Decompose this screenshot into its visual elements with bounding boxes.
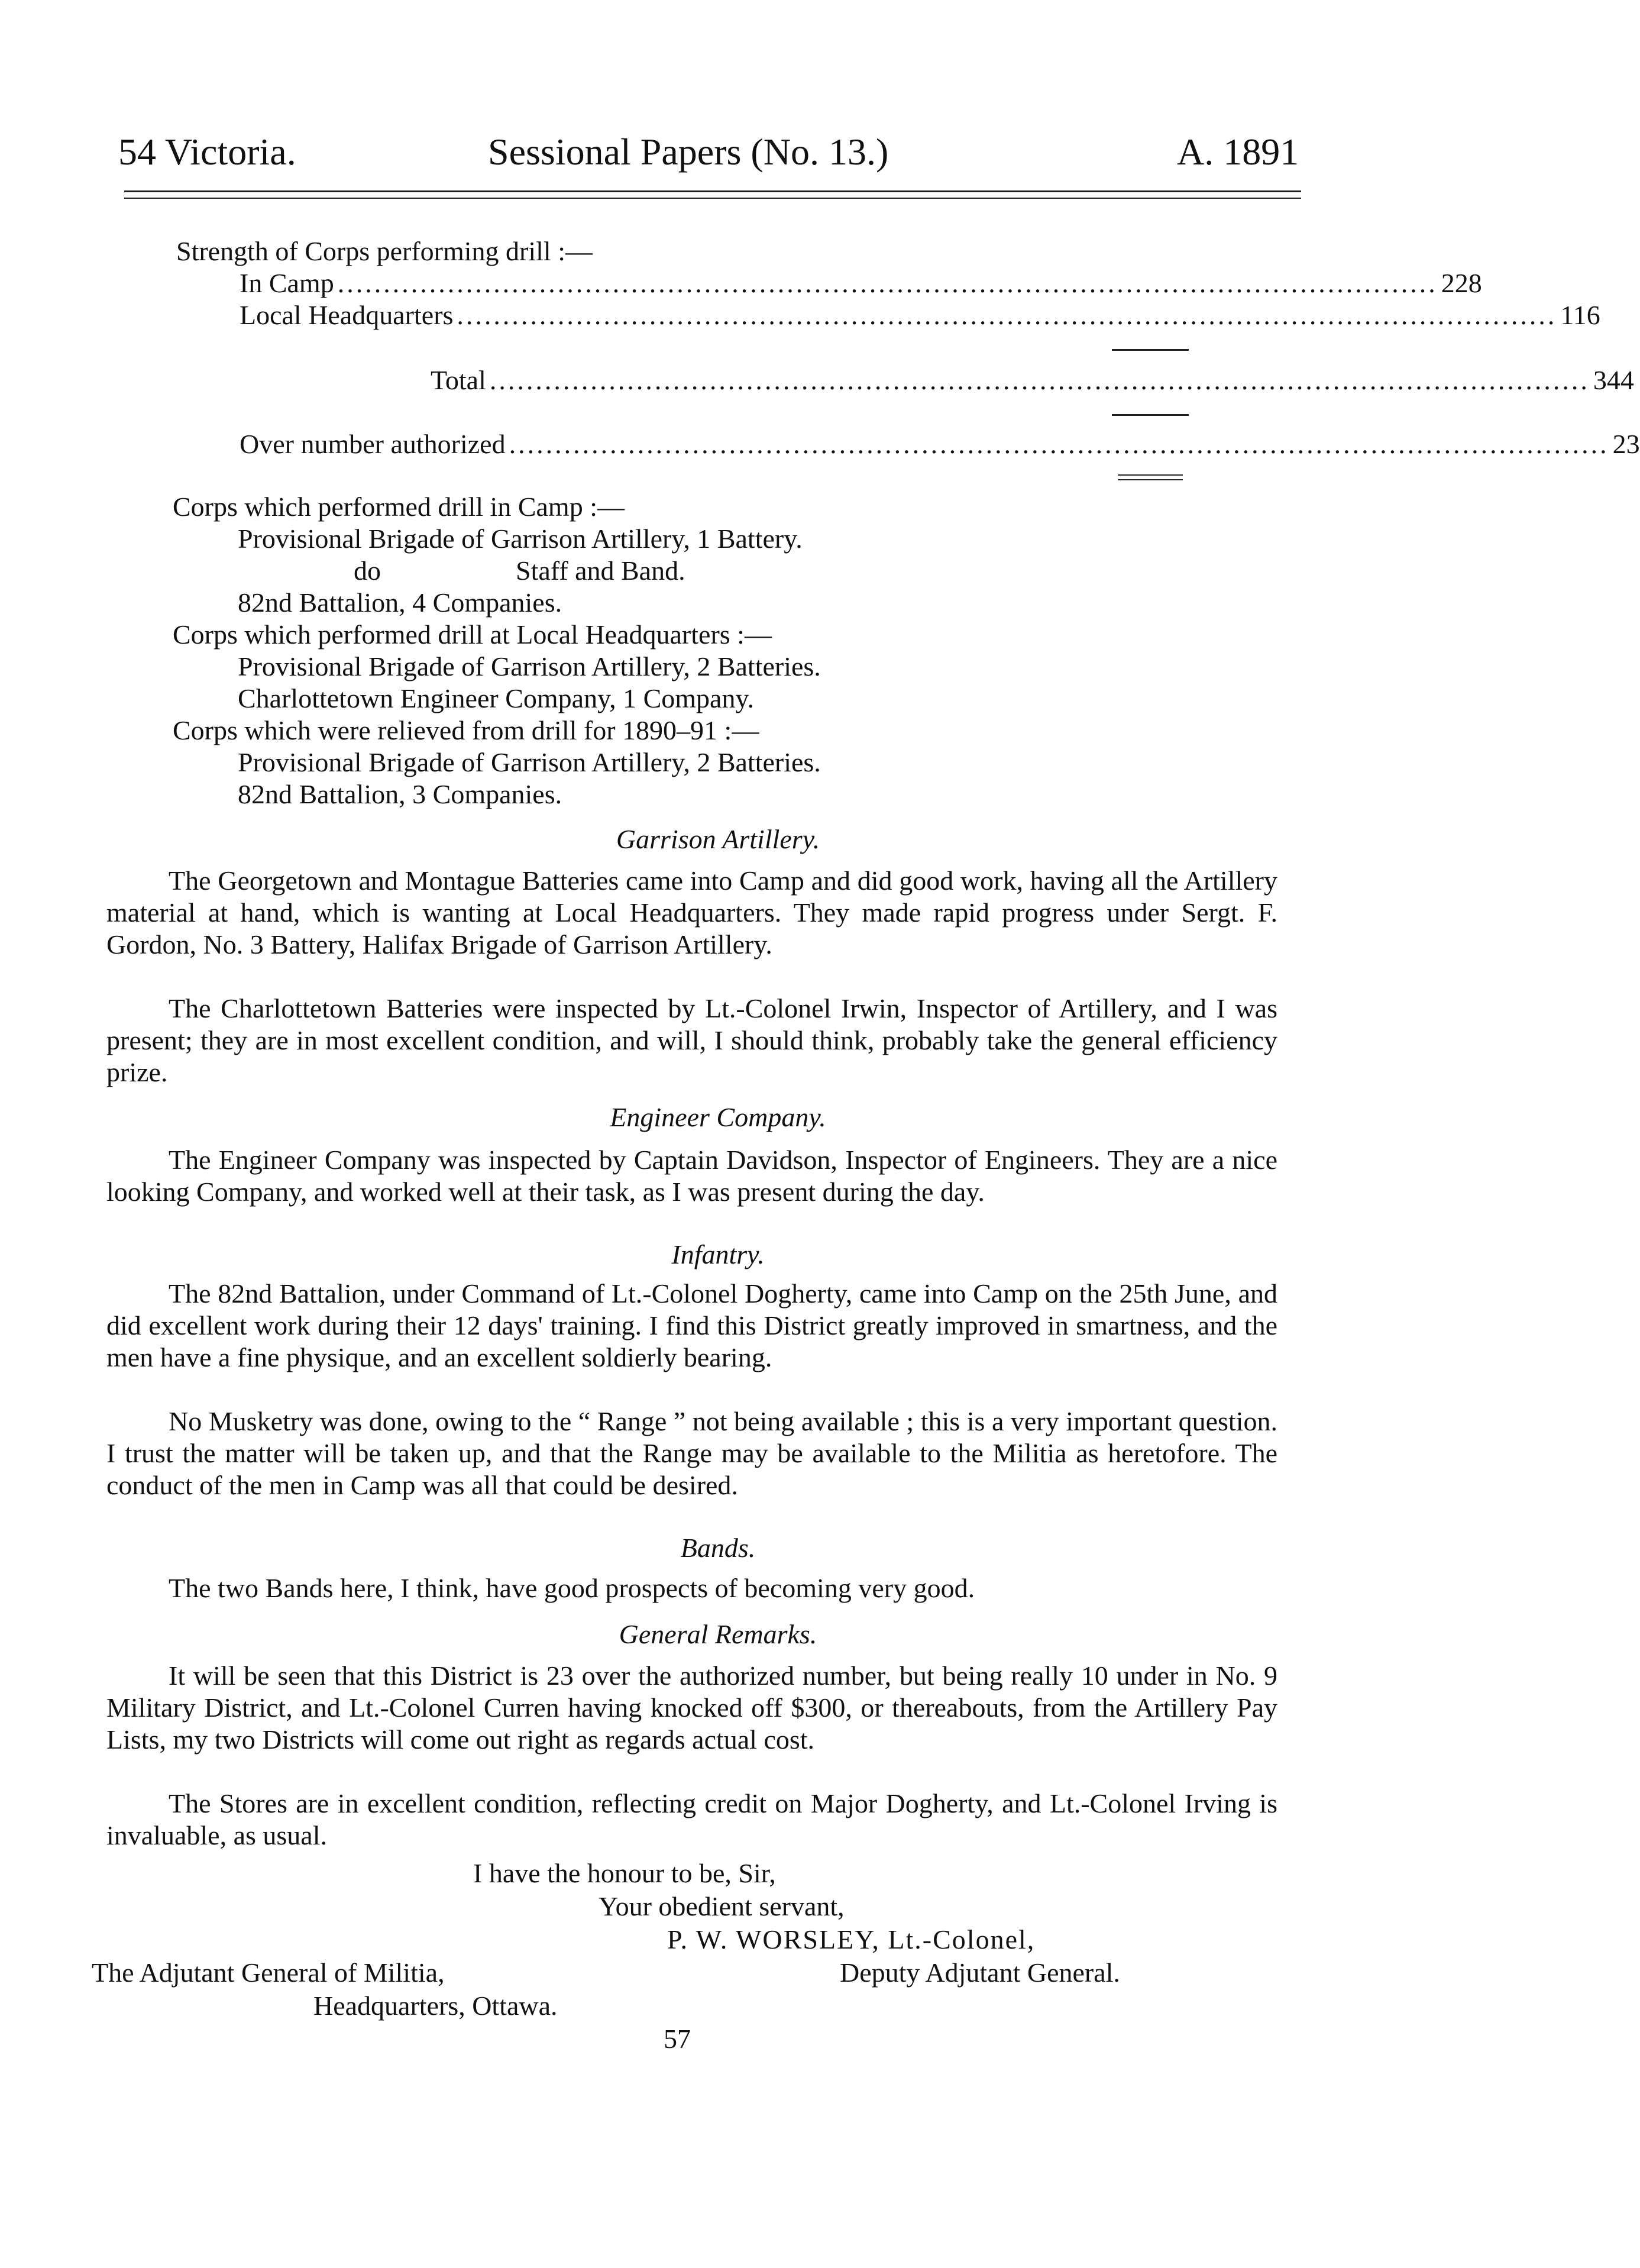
paragraph: No Musketry was done, owing to the “ Range ” not being available ; this is a very important question. I trust the matter will be taken up, and that the Range may be available to the Militia as heretofore. The conduct of the men in Camp was all that could be desired. bbox=[106, 1406, 1277, 1500]
header-rule-top bbox=[124, 190, 1301, 192]
over-value: 23 bbox=[1612, 429, 1640, 459]
local-corps-line: Provisional Brigade of Garrison Artillery, 2 Batteries. bbox=[238, 651, 821, 681]
section-heading-infantry: Infantry. bbox=[671, 1239, 765, 1269]
section-heading-remarks: General Remarks. bbox=[619, 1619, 817, 1649]
total-label: Total bbox=[431, 365, 486, 395]
strength-row-local bbox=[240, 299, 1600, 331]
leader-dots: ........................................................................................................................ bbox=[489, 365, 1590, 395]
page-number: 57 bbox=[664, 2024, 691, 2054]
section-heading-garrison: Garrison Artillery. bbox=[616, 824, 820, 854]
paragraph: The Stores are in excellent condition, reflecting credit on Major Dogherty, and Lt.-Colonel Irving is invaluable, as usual. bbox=[106, 1788, 1277, 1850]
strength-heading: Strength of Corps performing drill :— bbox=[176, 236, 593, 266]
header-year: A. 1891 bbox=[1177, 131, 1299, 173]
camp-corps-line: Staff and Band. bbox=[516, 555, 685, 586]
ditto-mark: do bbox=[354, 555, 381, 586]
local-corps-heading: Corps which performed drill at Local Headquarters :— bbox=[173, 619, 772, 650]
relieved-corps-heading: Corps which were relieved from drill for 1890–91 :— bbox=[173, 715, 759, 745]
addressee-line: The Adjutant General of Militia, bbox=[92, 1957, 445, 1988]
strength-row-camp bbox=[240, 267, 1482, 299]
double-rule-top bbox=[1118, 474, 1183, 476]
sum-rule bbox=[1112, 414, 1189, 416]
strength-row-value: 228 bbox=[1441, 268, 1482, 298]
addressee-line: Headquarters, Ottawa. bbox=[313, 1991, 558, 2021]
strength-row-value: 116 bbox=[1560, 300, 1600, 330]
signature: P. W. WORSLEY, Lt.-Colonel, bbox=[667, 1924, 1036, 1954]
leader-dots: ........................................................................................................................ bbox=[337, 268, 1438, 298]
strength-over-row bbox=[240, 428, 1640, 460]
paragraph: It will be seen that this District is 23 over the authorized number, but being really 10 under in No. 9 Military District, and Lt.-Colonel Curren having knocked off $300, or thereabouts, from the Artillery Pay Lists, my two Districts will come out right as regards actual cost. bbox=[106, 1660, 1277, 1755]
header-session: 54 Victoria. bbox=[118, 131, 296, 173]
paragraph: The two Bands here, I think, have good prospects of becoming very good. bbox=[169, 1573, 975, 1603]
total-value: 344 bbox=[1593, 365, 1634, 395]
sum-rule bbox=[1112, 349, 1189, 351]
running-header bbox=[118, 130, 1301, 177]
signatory-title: Deputy Adjutant General. bbox=[840, 1957, 1120, 1988]
paragraph: The 82nd Battalion, under Command of Lt.-Colonel Dogherty, came into Camp on the 25th June, and did excellent work during their 12 days' training. I find this District greatly improved in smartness, and the men have a fine physique, and an excellent soldierly bearing. bbox=[106, 1278, 1277, 1372]
relieved-corps-line: 82nd Battalion, 3 Companies. bbox=[238, 779, 562, 809]
paragraph: The Georgetown and Montague Batteries came into Camp and did good work, having all the Artillery material at hand, which is wanting at Local Headquarters. They made rapid progress under Sergt. F. Gordon, No. 3 Battery, Halifax Brigade of Garrison Artillery. bbox=[106, 865, 1277, 959]
section-heading-bands: Bands. bbox=[680, 1533, 756, 1563]
paragraph: The Engineer Company was inspected by Captain Davidson, Inspector of Engineers. They are a nice looking Company, and worked well at their task, as I was present during the day. bbox=[106, 1145, 1277, 1207]
strength-row-label: In Camp bbox=[240, 268, 334, 298]
closing-servant: Your obedient servant, bbox=[599, 1891, 845, 1921]
camp-corps-line: 82nd Battalion, 4 Companies. bbox=[238, 587, 562, 618]
header-rule-bottom bbox=[124, 198, 1301, 199]
strength-total-row bbox=[431, 364, 1634, 396]
camp-corps-line: Provisional Brigade of Garrison Artillery, 1 Battery. bbox=[238, 524, 803, 554]
section-heading-engineer: Engineer Company. bbox=[610, 1102, 826, 1132]
paragraph: The Charlottetown Batteries were inspected by Lt.-Colonel Irwin, Inspector of Artillery, and I was present; they are in most excellent condition, and will, I should think, probably take the general efficiency prize. bbox=[106, 993, 1277, 1087]
leader-dots: ........................................................................................................................ bbox=[457, 300, 1557, 330]
header-title: Sessional Papers (No. 13.) bbox=[488, 131, 889, 173]
leader-dots: ........................................................................................................................ bbox=[509, 429, 1609, 459]
over-label: Over number authorized bbox=[240, 429, 506, 459]
closing-salutation: I have the honour to be, Sir, bbox=[473, 1858, 776, 1888]
relieved-corps-line: Provisional Brigade of Garrison Artillery, 2 Batteries. bbox=[238, 747, 821, 777]
local-corps-line: Charlottetown Engineer Company, 1 Company. bbox=[238, 683, 754, 713]
camp-corps-heading: Corps which performed drill in Camp :— bbox=[173, 492, 625, 522]
strength-row-label: Local Headquarters bbox=[240, 300, 454, 330]
double-rule-bottom bbox=[1118, 479, 1183, 480]
